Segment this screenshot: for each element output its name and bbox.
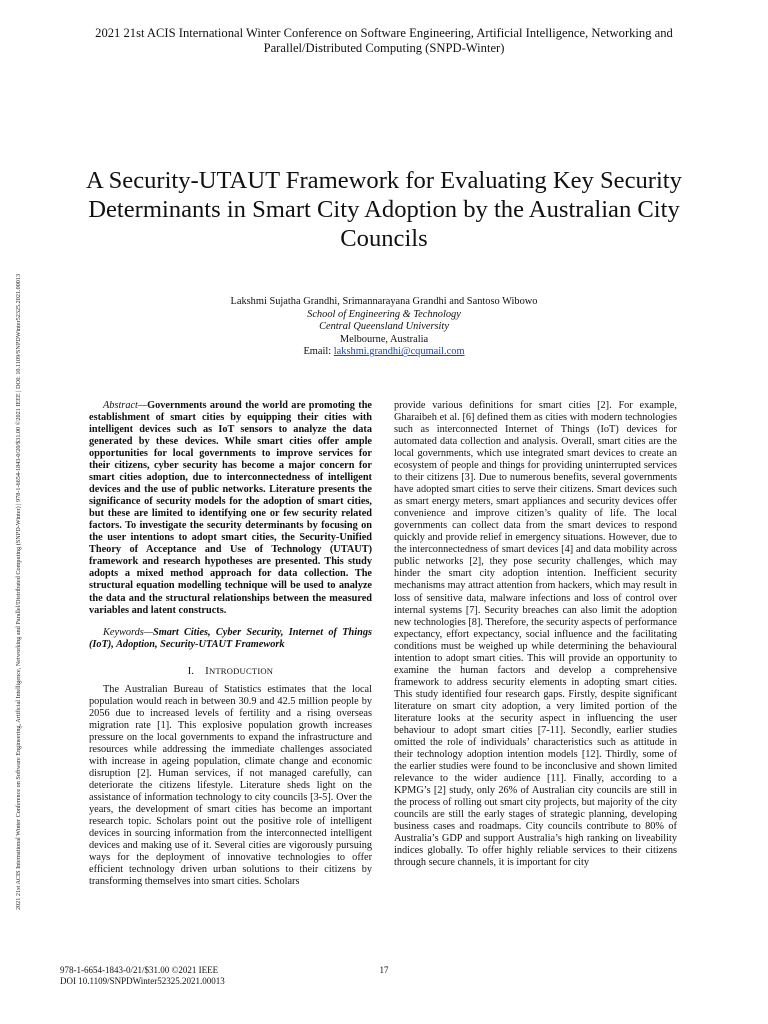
author-location: Melbourne, Australia: [339, 333, 429, 345]
abstract-label: Abstract—: [103, 400, 148, 411]
abstract-text: Governments around the world are promoting the establishment of smart cities by equipping their cities with intelligent devices such as IoT sensors to analyze the data generated by these devices. While smart cities offer ample opportunities for local governments to improve services for their citizens, cyber security has become a major concern for smart cities adoption, due to interconnectedness of intelligent devices and the use of public networks. Literature presents the significance of security models for the adoption of smart cities, but these are limited to identifying one or few security related factors. To investigate the security determinants by focusing on the user intentions to adopt smart cities, the Security-Unified Theory of Acceptance and Use of Technology (UTAUT) framework and research hypotheses are presented. This study adopts a mixed method approach for data collection. The structural equation modelling technique will be used to analyze the data and the structural relationships between the measured variables and latent constructs.: [89, 400, 372, 616]
abstract: [89, 400, 372, 617]
intro-paragraph-left: The Australian Bureau of Statistics estimates that the local population would reach in between 30.9 and 42.5 million people by 2056 due to increased levels of fertility and a rising overseas migration rate [1]. This explosive population growth increases pressure on the local governments to expand the infrastructure and resources while addressing the immediate challenges associated with increase in ageing population, climate change and economic disruption [2]. Human services, if not managed carefully, can deteriorate the citizens lifestyle. Literature sheds light on the assistance of information technology to city councils [3-5]. Over the years, the development of smart cities has become an important research topic. Scholars point out the positive role of intelligent devices in sourcing information from the interconnected intelligent devices and making use of it. Several cities are vigorously pursuing ways for the deployment of innovative technologies to offer efficient technology driven urban solutions to their citizens by transforming themselves into smart cities. Scholars: [89, 683, 372, 888]
footer-doi: DOI 10.1109/SNPDWinter52325.2021.00013: [60, 976, 225, 986]
intro-paragraph-right: provide various definitions for smart cities [2]. For example, Gharaibeh et al. [6] defined them as cities with modern technologies such as interconnected Internet of Things (IoT) devices for automated data collection and analysis. Overall, smart cities are the local governments, which use integrated smart devices to create an ecosystem of people and things for providing uninterrupted services to their citizens [3]. Due to numerous benefits, several governments have adopted smart cities to serve their citizens. Smart devices such as smart energy meters, smart appliances and security devices offer convenience and improve citizen’s quality of life. The local governments can collect data from the smart devices to respond quickly and provide relief in emergency situations. However, due to the interconnectedness of smart devices [4] and data mobility across public networks [2], they pose security challenges, which may hinder the smart city adoption intention. Inefficient security mechanisms may attract attention from hackers, which may result in loss of sensitive data, malware infections and loss of control over internal systems [7]. Security breaches can also limit the adoption new technologies [8]. Therefore, the security aspects of performance expectancy, effort expectancy, social influence and the facilitating conditions must be weighed up while determining the behavioural intention to adopt smart cities. This will provide an opportunity to examine the human factors and develop a comprehensive framework to address security elements in adopting smart cities. This study identified four research gaps. Firstly, despite significant literature on smart city adoption, a very limited portion of the literature looks at the security aspect in influencing the user behaviour to adopt smart cities [7-11]. Secondly, earlier studies omitted the role of individuals’ characteristics such as attitude in their technology adoption intention models [12]. Thirdly, some of the earlier studies were found to be inconclusive and shown limited relevance to the wider audience [11]. Finally, according to a KPMG’s [2] study, only 26% of Australian city councils are still in the process of rolling out smart city projects, but majority of the city councils are still the early stages of strategic planning, developing business cases and roadmaps. City councils contribute to 80% of Australia’s GDP and support Australia’s high ranking on liveability indices globally. To offer highly reliable services to their citizens through secure channels, it is important for city: [394, 400, 677, 869]
keywords: [89, 627, 372, 651]
left-column: [89, 400, 372, 932]
author-email-line: [150, 346, 618, 359]
section-title-rest: NTRODUCTION: [208, 665, 274, 676]
keywords-label: Keywords—: [103, 626, 153, 638]
side-metadata-text: 2021 21st ACIS International Winter Conference on Software Engineering, Artificial Intelligence, Networking and Parallel/Distributed Computing (SNPD-Winter) | 978-1-6654-1843-0/20/$31.00 ©2021 IEEE | DOI: 10.1109/SNPDWinter52325.2021.00013: [15, 273, 22, 910]
paper-title: A Security-UTAUT Framework for Evaluating Key Security Determinants in Smart City Adoption by the Australian City Councils: [86, 167, 682, 252]
footer-copyright: [60, 965, 225, 987]
keywords-text: Smart Cities, Cyber Security, Internet of Things (IoT), Adoption, Security-UTAUT Framework: [89, 626, 372, 650]
conference-header: 2021 21st ACIS International Winter Conference on Software Engineering, Artificial Intelligence, Networking and Parallel/Distributed Computing (SNPD-Winter): [95, 26, 673, 55]
section-title-initial: I: [205, 665, 209, 677]
author-school: School of Engineering & Technology: [307, 308, 461, 320]
email-link[interactable]: lakshmi.grandhi@cqumail.com: [333, 346, 465, 358]
section-number: I.: [187, 665, 195, 677]
section-heading-introduction: [89, 665, 372, 678]
author-block: [150, 296, 618, 359]
footer-isbn: 978-1-6654-1843-0/21/$31.00 ©2021 IEEE: [60, 965, 219, 975]
side-metadata-strip: [14, 110, 23, 910]
author-university: Central Queensland University: [319, 321, 449, 333]
right-column: [394, 400, 677, 932]
email-label: Email:: [303, 346, 332, 358]
author-names: Lakshmi Sujatha Grandhi, Srimannarayana Grandhi and Santoso Wibowo: [230, 296, 538, 307]
page-number: 17: [379, 965, 389, 975]
